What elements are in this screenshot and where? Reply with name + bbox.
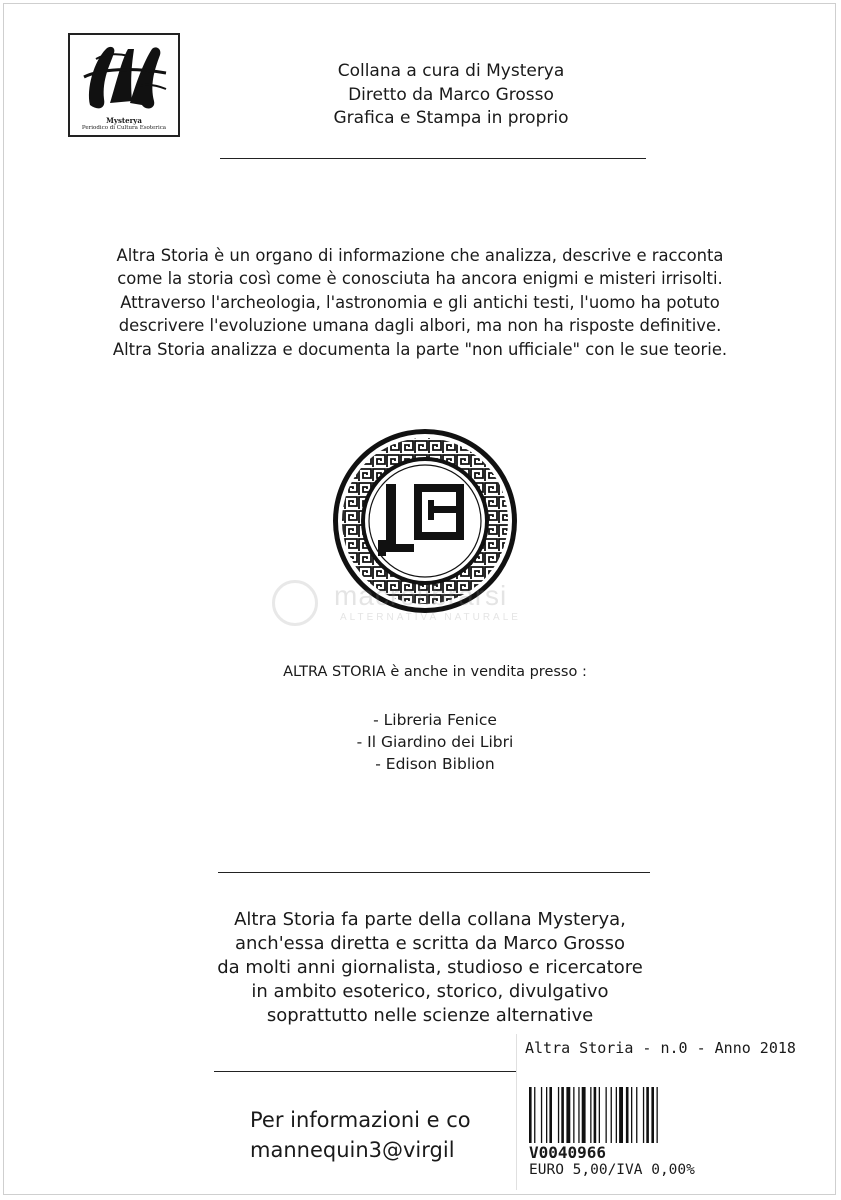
about-paragraph <box>150 908 710 1028</box>
header-line: Grafica e Stampa in proprio <box>333 108 569 128</box>
contact-line: Per informazioni e co <box>250 1108 471 1132</box>
price-sticker <box>516 1034 817 1190</box>
about-line: da molti anni giornalista, studioso e ricercatore <box>217 957 643 978</box>
price-text: EURO 5,00/IVA 0,00% <box>529 1162 695 1178</box>
intro-line: descrivere l'evoluzione umana dagli albori, ma non ha risposte definitive. <box>118 316 722 336</box>
divider-bottom <box>214 1071 524 1072</box>
about-line: Altra Storia fa parte della collana Mysterya, <box>234 909 626 930</box>
watermark <box>270 578 580 630</box>
store-item: - Libreria Fenice <box>373 711 497 729</box>
about-line: anch'essa diretta e scritta da Marco Grosso <box>234 933 626 954</box>
divider-middle <box>218 872 650 873</box>
store-list <box>300 709 570 775</box>
monogram-icon <box>76 39 172 115</box>
about-line: in ambito esoterico, storico, divulgativo <box>251 981 609 1002</box>
store-item: - Il Giardino dei Libri <box>356 733 514 751</box>
logo-brand: Mysterya <box>106 116 142 125</box>
intro-paragraph <box>60 244 780 361</box>
logo-tagline: Periodico di Cultura Esoterica <box>81 125 167 131</box>
intro-line: Attraverso l'archeologia, l'astronomia e gli antichi testi, l'uomo ha potuto <box>120 292 720 312</box>
divider-top <box>220 158 646 159</box>
sticker-title: Altra Storia - n.0 - Anno 2018 <box>525 1039 796 1057</box>
header-line: Collana a cura di Mysterya <box>337 61 565 81</box>
sale-title: ALTRA STORIA è anche in vendita presso : <box>283 664 587 680</box>
header-line: Diretto da Marco Grosso <box>348 84 554 105</box>
watermark-leaf-icon <box>272 580 318 626</box>
header-credits <box>266 60 636 131</box>
watermark-sub: ALTERNATIVA NATURALE <box>340 612 521 623</box>
watermark-main: macrolibrarsi <box>334 580 508 611</box>
intro-line: come la storia così come è conosciuta ha ancora enigmi e misteri irrisolti. <box>117 269 723 289</box>
about-line: soprattutto nelle scienze alternative <box>266 1005 594 1026</box>
store-item: - Edison Biblion <box>375 755 495 773</box>
barcode-icon <box>529 1087 699 1143</box>
product-code: V0040966 <box>529 1143 607 1162</box>
mysterya-logo <box>68 33 180 137</box>
intro-line: Altra Storia analizza e documenta la parte "non ufficiale" con le sue teorie. <box>112 339 728 359</box>
contact-email: mannequin3@virgil <box>250 1138 455 1162</box>
intro-line: Altra Storia è un organo di informazione che analizza, descrive e racconta <box>116 246 724 265</box>
